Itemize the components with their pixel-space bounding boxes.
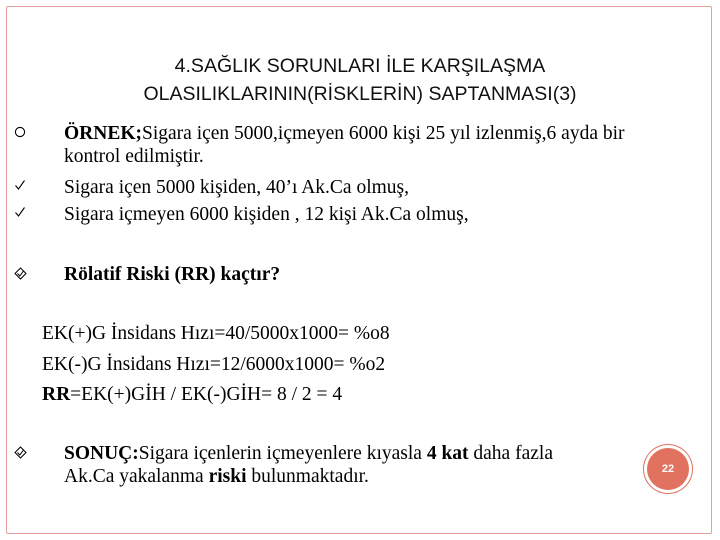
example-label: ÖRNEK; (64, 123, 142, 144)
conclusion-text (64, 442, 604, 488)
hollow-circle-icon (14, 126, 34, 142)
calc-rr (42, 383, 642, 406)
diamond-check-icon (14, 267, 34, 284)
slide-title (20, 52, 700, 108)
title-line-2: OLASILIKLARININ(RİSKLERİN) SAPTANMASI(3) (143, 83, 577, 105)
example-body: Sigara içen 5000,içmeyen 6000 kişi 25 yıl izlenmiş,6 ayda bir kontrol edilmiştir. (64, 123, 625, 167)
bullet-nonsmokers-text: Sigara içmeyen 6000 kişiden , 12 kişi Ak.Ca olmuş, (64, 204, 469, 225)
checkmark-icon (14, 206, 34, 222)
calc-exposed: EK(+)G İnsidans Hızı=40/5000x1000= %o8 (42, 323, 390, 344)
conclusion-factor: 4 kat (426, 443, 469, 464)
bullet-smokers-text: Sigara içen 5000 kişiden, 40’ı Ak.Ca olmuş, (64, 177, 410, 198)
conclusion-part-3: bulunmaktadır. (246, 466, 369, 487)
conclusion-part-1: Sigara içenlerin içmeyenlere kıyasla (138, 443, 427, 464)
title-line-1: 4.SAĞLIK SORUNLARI İLE KARŞILAŞMA (174, 55, 546, 77)
conclusion-label: SONUÇ: (64, 443, 139, 464)
bullet-example-text (64, 122, 684, 168)
page-number: 22 (647, 448, 689, 490)
rr-formula: =EK(+)GİH / EK(-)GİH= 8 / 2 = 4 (70, 384, 343, 405)
rr-label: RR (42, 384, 71, 405)
checkmark-icon (14, 179, 34, 195)
conclusion-part-2: daha fazla Ak.Ca yakalanma (64, 443, 553, 487)
conclusion-risk-word: riski (208, 466, 247, 487)
question-text: Rölatif Riski (RR) kaçtır? (64, 264, 281, 285)
calc-unexposed: EK(-)G İnsidans Hızı=12/6000x1000= %o2 (42, 354, 386, 375)
diamond-check-icon (14, 446, 34, 463)
